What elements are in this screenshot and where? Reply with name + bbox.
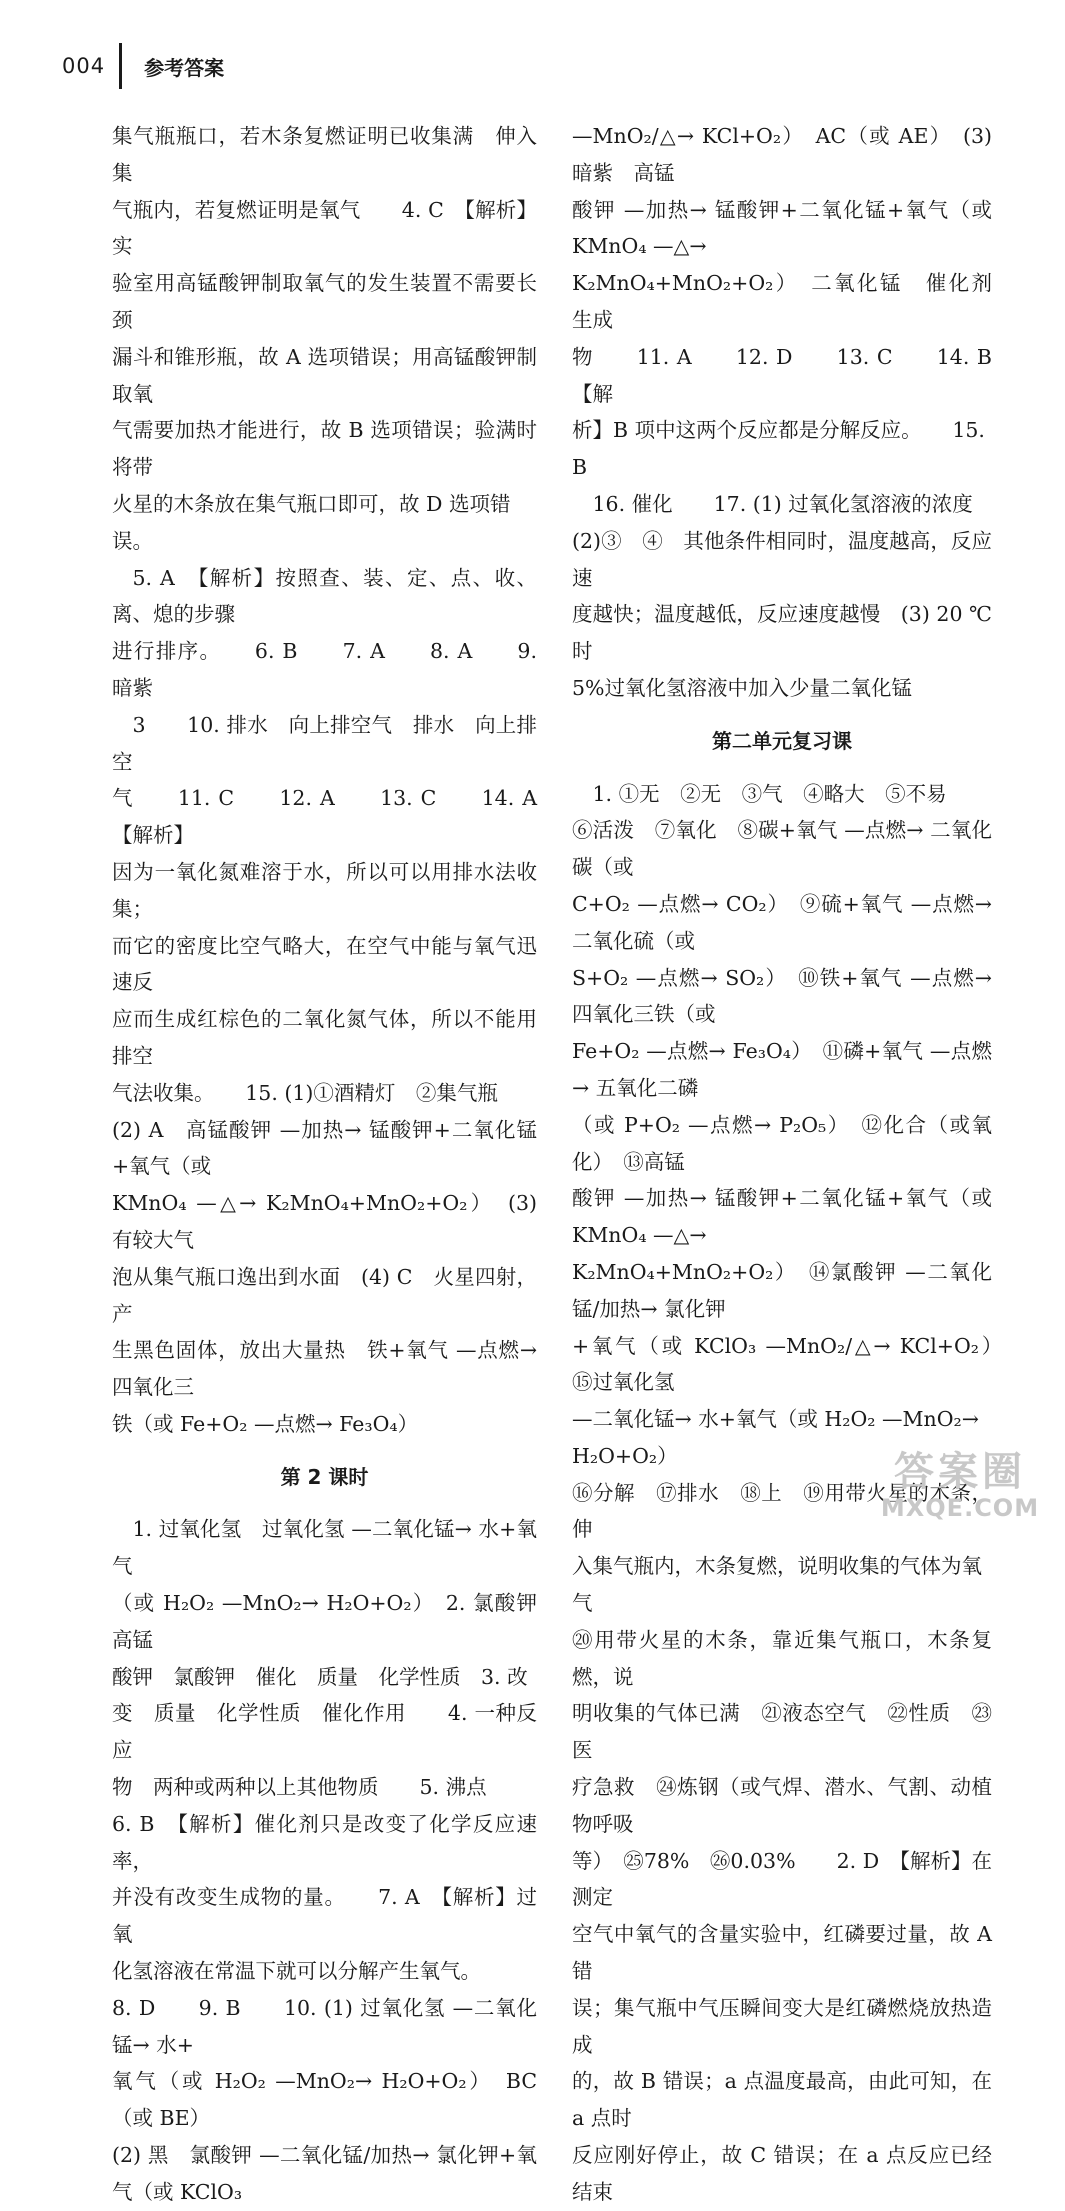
text-line: 变 质量 化学性质 催化作用 4. 一种反应 <box>112 1701 537 1763</box>
text-line: 3 10. 排水 向上排空气 排水 向上排空 <box>112 712 537 774</box>
page-number: 004 <box>62 54 106 78</box>
text-line: 明收集的气体已满 ㉑液态空气 ㉒性质 ㉓医 <box>572 1701 992 1763</box>
text-line: 化氢溶液在常温下就可以分解产生氧气。 <box>112 1959 481 1984</box>
text-line: 而它的密度比空气略大，在空气中能与氧气迅速反 <box>112 933 537 995</box>
text-line: 集气瓶瓶口，若木条复燃证明已收集满 伸入集 <box>112 124 537 185</box>
header-divider <box>119 43 122 89</box>
text-line: ⑯分解 ⑰排水 ⑱上 ⑲用带火星的木条，伸 <box>572 1480 992 1542</box>
text-line: 等） ㉕78% ㉖0.03% 2. D 【解析】在测定 <box>572 1848 992 1910</box>
text-line: 疗急救 ㉔炼钢（或气焊、潜水、气割、动植物呼吸 <box>572 1775 992 1836</box>
text-line: 气法收集。 15. (1)①酒精灯 ②集气瓶 <box>112 1080 498 1105</box>
text-line: 验室用高锰酸钾制取氧气的发生装置不需要长颈 <box>112 271 537 332</box>
text-line: —二氧化锰→ 水+氧气（或 H₂O₂ —MnO₂→ H₂O+O₂） <box>572 1407 979 1468</box>
text-line: 5%过氧化氢溶液中加入少量二氧化锰 <box>572 675 913 700</box>
text-line: （或 H₂O₂ —MnO₂→ H₂O+O₂） 2. 氯酸钾 高锰 <box>112 1591 558 1652</box>
text-line: 泡从集气瓶口逸出到水面 (4) C 火星四射，产 <box>112 1264 537 1326</box>
text-line: 8. D 9. B 10. (1) 过氧化氢 —二氧化锰→ 水+ <box>112 1995 537 2057</box>
text-line: (2) 黑 氯酸钾 —二氧化锰/加热→ 氯化钾+氧气（或 KClO₃ <box>112 2143 537 2204</box>
text-line: (2) A 高锰酸钾 —加热→ 锰酸钾+二氧化锰+氧气（或 <box>112 1117 537 1179</box>
watermark-logo-text: 答案圈 <box>894 1449 1026 1495</box>
text-line: ⑳用带火星的木条，靠近集气瓶口，木条复燃，说 <box>572 1627 992 1689</box>
watermark-logo <box>865 1444 1055 1528</box>
text-line: Fe+O₂ —点燃→ Fe₃O₄） ⑪磷+氧气 —点燃→ 五氧化二磷 <box>572 1039 992 1100</box>
text-line: ⑥活泼 ⑦氧化 ⑧碳+氧气 —点燃→ 二氧化碳（或 <box>572 818 992 880</box>
text-line: 的，故 B 错误；a 点温度最高，由此可知，在 a 点时 <box>572 2069 992 2131</box>
text-line: 空气中氧气的含量实验中，红磷要过量，故 A 错 <box>572 1922 992 1984</box>
text-line: 生黑色固体，放出大量热 铁+氧气 —点燃→ 四氧化三 <box>112 1338 537 1400</box>
text-line: 5. A 【解析】按照查、装、定、点、收、离、熄的步骤 <box>112 565 537 627</box>
text-line: 铁（或 Fe+O₂ —点燃→ Fe₃O₄） <box>112 1411 419 1436</box>
text-line: 火星的木条放在集气瓶口即可，故 D 选项错误。 <box>112 491 511 553</box>
text-line: 16. 催化 17. (1) 过氧化氢溶液的浓度 <box>592 491 973 516</box>
right-column <box>572 118 1013 2211</box>
text-line: 气需要加热才能进行，故 B 选项错误；验满时将带 <box>112 418 537 480</box>
text-line: 因为一氧化氮难溶于水，所以可以用排水法收集； <box>112 859 537 921</box>
text-line: S+O₂ —点燃→ SO₂） ⑩铁+氧气 —点燃→ 四氧化三铁（或 <box>572 965 992 1027</box>
text-line: 进行排序。 6. B 7. A 8. A 9. 暗紫 <box>112 639 537 700</box>
text-line: K₂MnO₄+MnO₂+O₂） ⑭氯酸钾 —二氧化锰/加热→ 氯化钾 <box>572 1259 992 1321</box>
section-heading: 第 2 课时 <box>280 1464 369 1489</box>
text-line: (2)③ ④ 其他条件相同时，温度越高，反应速 <box>572 528 992 590</box>
text-line: 1. ①无 ②无 ③气 ④略大 ⑤不易 <box>592 781 947 806</box>
text-line: 物 两种或两种以上其他物质 5. 沸点 <box>112 1775 487 1800</box>
text-line: 物 11. A 12. D 13. C 14. B 【解 <box>572 344 1013 406</box>
watermark-url: MXQE.COM <box>880 1494 1040 1522</box>
text-line: C+O₂ —点燃→ CO₂） ⑨硫+氧气 —点燃→ 二氧化硫（或 <box>572 891 992 953</box>
text-line: +氧气（或 KClO₃ —MnO₂/△→ KCl+O₂） ⑮过氧化氢 <box>572 1333 1013 1395</box>
page-header <box>62 46 224 86</box>
text-line: 气 11. C 12. A 13. C 14. A 【解析】 <box>112 786 558 848</box>
text-line: 1. 过氧化氢 过氧化氢 —二氧化锰→ 水+氧气 <box>112 1517 537 1579</box>
text-line: 6. B 【解析】催化剂只是改变了化学反应速率， <box>112 1811 537 1873</box>
text-line: 反应刚好停止，故 C 错误；在 a 点反应已经结束 <box>572 2143 992 2204</box>
text-line: 酸钾 —加热→ 锰酸钾+二氧化锰+氧气（或 KMnO₄ —△→ <box>572 197 992 259</box>
text-line: 入集气瓶内，木条复燃，说明收集的气体为氧气 <box>572 1554 982 1616</box>
text-line: KMnO₄ —△→ K₂MnO₄+MnO₂+O₂） (3) 有较大气 <box>112 1191 537 1252</box>
section-heading: 第二单元复习课 <box>712 728 852 753</box>
text-line: 误；集气瓶中气压瞬间变大是红磷燃烧放热造成 <box>572 1995 992 2057</box>
text-line: —MnO₂/△→ KCl+O₂） AC（或 AE） (3) 暗紫 高锰 <box>572 124 992 185</box>
text-line: 度越快；温度越低，反应速度越慢 (3) 20 ℃时 <box>572 602 992 664</box>
text-line: 并没有改变生成物的量。 7. A 【解析】过氧 <box>112 1885 537 1947</box>
text-line: 酸钾 氯酸钾 催化 质量 化学性质 3. 改 <box>112 1664 528 1689</box>
text-line: 氧气（或 H₂O₂ —MnO₂→ H₂O+O₂） BC（或 BE） <box>112 2069 537 2131</box>
text-line: K₂MnO₄+MnO₂+O₂） 二氧化锰 催化剂 生成 <box>572 271 1013 332</box>
text-line: （或 P+O₂ —点燃→ P₂O₅） ⑫化合（或氧化） ⑬高锰 <box>572 1112 992 1174</box>
text-line: 酸钾 —加热→ 锰酸钾+二氧化锰+氧气（或 KMnO₄ —△→ <box>572 1186 992 1248</box>
header-title: 参考答案 <box>144 55 225 80</box>
text-line: 气瓶内，若复燃证明是氧气 4. C 【解析】实 <box>112 197 537 259</box>
text-line: 漏斗和锥形瓶，故 A 选项错误；用高锰酸钾制取氧 <box>112 344 537 406</box>
left-column <box>112 118 558 2211</box>
text-line: 应而生成红棕色的二氧化氮气体，所以不能用排空 <box>112 1007 537 1068</box>
text-line: 析】B 项中这两个反应都是分解反应。 15. B <box>572 418 985 480</box>
